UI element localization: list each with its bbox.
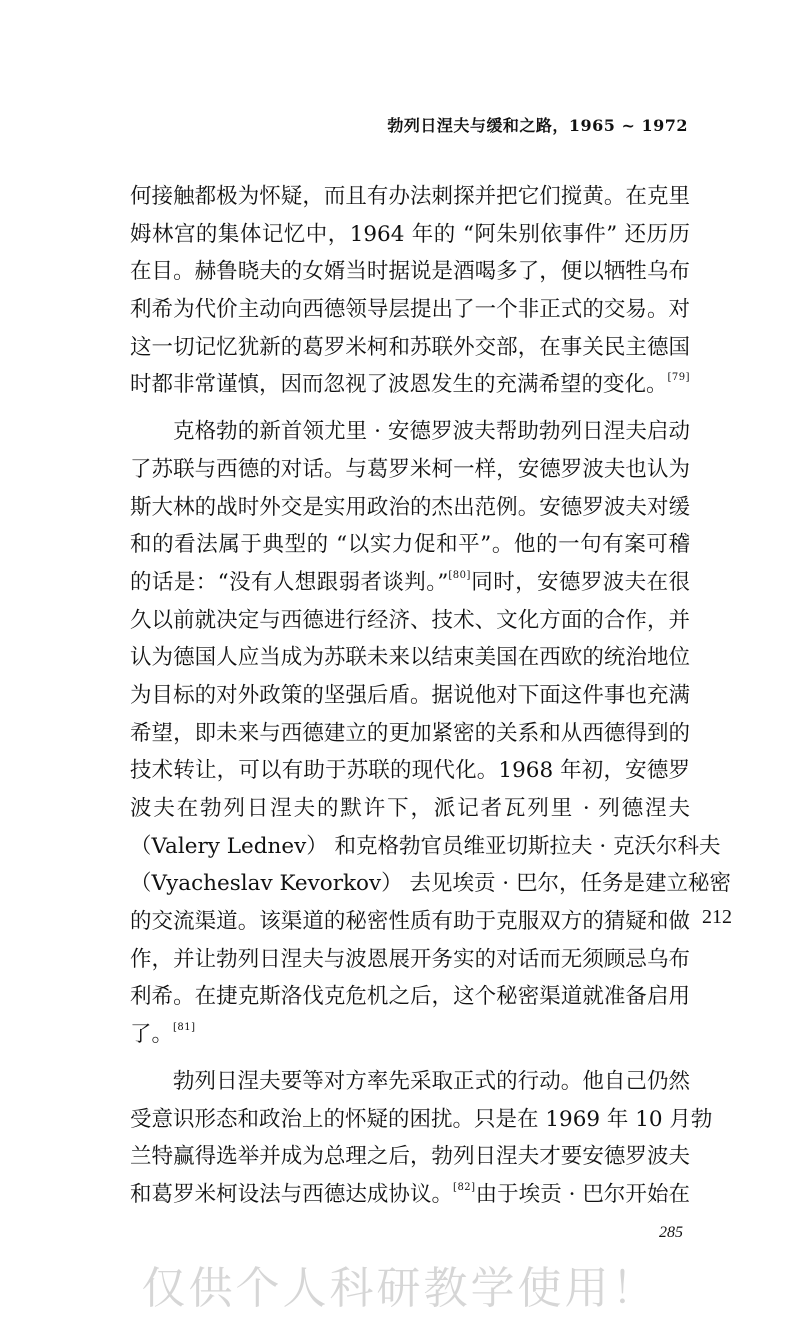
text-line: 兰特赢得选举并成为总理之后，勃列日涅夫才要安德罗波夫 — [130, 1144, 690, 1170]
margin-page-reference: 212 — [702, 906, 732, 928]
text-line: 在目。赫鲁晓夫的女婿当时据说是酒喝多了，便以牺牲乌布 — [130, 259, 690, 285]
text-line: 何接触都极为怀疑，而且有办法刺探并把它们搅黄。在克里 — [130, 184, 690, 209]
text-line: 斯大林的战时外交是实用政治的杰出范例。安德罗波夫对缓 — [130, 494, 690, 520]
text-line: 这一切记忆犹新的葛罗米柯和苏联外交部，在事关民主德国 — [130, 334, 690, 360]
text-span: 了。 — [130, 1022, 174, 1048]
text-line: 利希为代价主动向西德领导层提出了一个非正式的交易。对 — [130, 297, 690, 323]
text-line: 了苏联与西德的对话。与葛罗米柯一样，安德罗波夫也认为 — [130, 456, 690, 482]
text-line — [130, 564, 690, 602]
text-span: 和葛罗米柯设法与西德达成协议。 — [130, 1181, 454, 1207]
text-span: 同时，安德罗波夫在很 — [470, 569, 690, 595]
footnote-ref: [81] — [173, 1022, 196, 1034]
text-span: 由于埃贡 · 巴尔开始在 — [475, 1181, 690, 1207]
footnote-ref: [79] — [667, 372, 691, 384]
text-line: 受意识形态和政治上的怀疑的困扰。只是在 1969 年 10 月勃 — [130, 1106, 713, 1132]
text-line: 的交流渠道。该渠道的秘密性质有助于克服双方的猜疑和做 — [130, 909, 690, 935]
text-line: 姆林宫的集体记忆中，1964 年的 “阿朱别依事件” 还历历 — [130, 221, 690, 247]
footnote-ref: [82] — [453, 1181, 476, 1193]
text-line: 久以前就决定与西德进行经济、技术、文化方面的合作，并 — [130, 607, 690, 633]
text-line: 为目标的对外政策的坚强后盾。据说他对下面这件事也充满 — [130, 682, 690, 708]
text-line: （Valery Lednev） 和克格勃官员维亚切斯拉夫 · 克沃尔科夫 — [130, 833, 721, 859]
text-line: 勃列日涅夫要等对方率先采取正式的行动。他自己仍然 — [173, 1068, 690, 1094]
text-span: 时都非常谨慎，因而忽视了波恩发生的充满希望的变化。 — [130, 372, 668, 398]
paragraph-3 — [130, 1063, 713, 1214]
text-line: 利希。在捷克斯洛伐克危机之后，这个秘密渠道就准备启用 — [130, 984, 690, 1010]
text-line — [130, 1016, 690, 1054]
text-line — [130, 1176, 690, 1214]
text-line: 希望，即未来与西德建立的更加紧密的关系和从西德得到的 — [130, 720, 690, 746]
text-line: 技术转让，可以有助于苏联的现代化。1968 年初，安德罗 — [130, 758, 690, 784]
page-number: 285 — [659, 1224, 683, 1241]
text-line: （Vyacheslav Kevorkov） 去见埃贡 · 巴尔，任务是建立秘密 — [130, 871, 731, 897]
footnote-ref: [80] — [448, 569, 471, 581]
text-line: 和的看法属于典型的 “以实力促和平”。他的一句有案可稽 — [130, 532, 690, 558]
text-line: 波夫在勃列日涅夫的默许下，派记者瓦列里 · 列德涅夫 — [130, 796, 690, 821]
watermark: 仅供个人科研教学使用！ — [141, 1263, 659, 1314]
text-line: 作，并让勃列日涅夫与波恩展开务实的对话而无须顾忌乌布 — [130, 946, 690, 972]
text-line: 认为德国人应当成为苏联未来以结束美国在西欧的统治地位 — [130, 645, 690, 671]
paragraph-1 — [130, 178, 690, 404]
running-header: 勃列日涅夫与缓和之路，1965 ~ 1972 — [387, 116, 688, 135]
text-line — [130, 366, 690, 404]
text-span: 的话是：“没有人想跟弱者谈判。” — [130, 569, 449, 595]
text-line: 克格勃的新首领尤里 · 安德罗波夫帮助勃列日涅夫启动 — [173, 419, 690, 445]
